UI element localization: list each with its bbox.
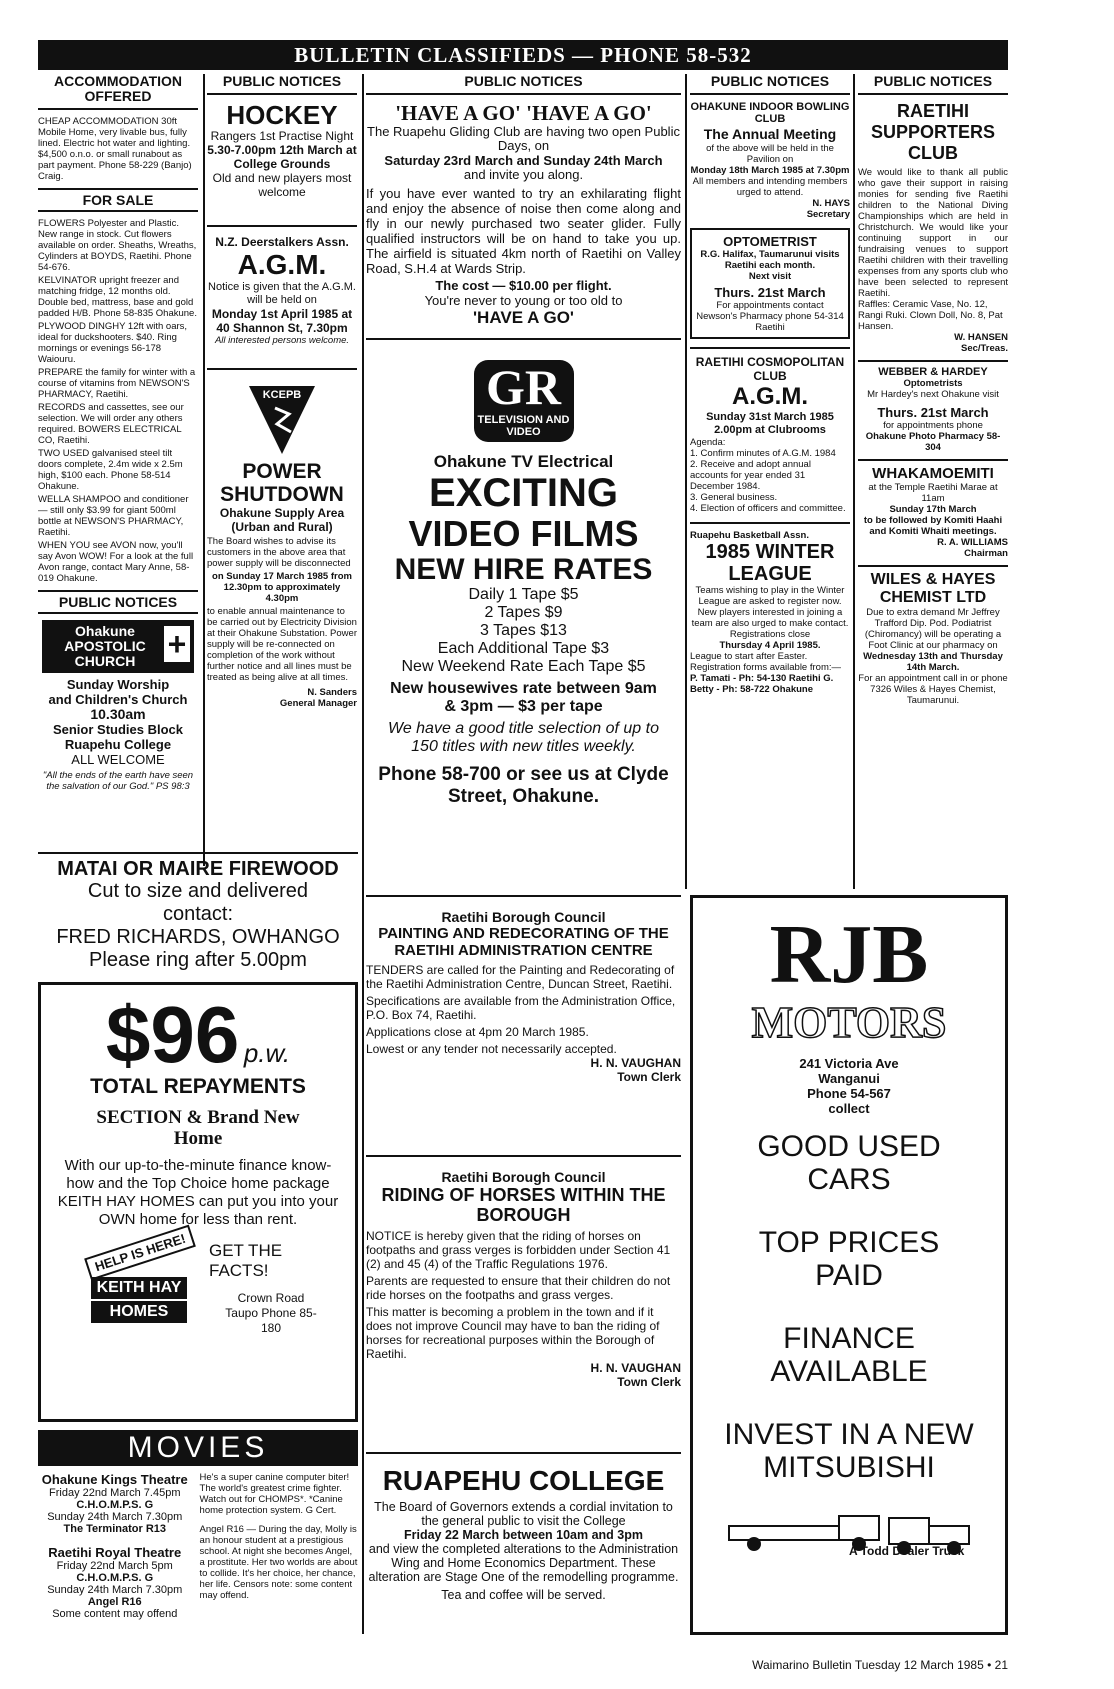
church-quote: "All the ends of the earth have seen the salvation of our God." PS 98:3	[42, 770, 194, 792]
showing: Sunday 24th March 7.30pm	[47, 1584, 183, 1596]
church-welcome: ALL WELCOME	[71, 752, 165, 767]
rjb-line: TOP PRICES PAID	[758, 1226, 940, 1292]
gr-logo-sub: TELEVISION AND VIDEO	[477, 414, 570, 438]
keith-address: Crown Road Taupo Phone 85-180	[225, 1291, 317, 1335]
firewood-line: FRED RICHARDS, OWHANGO	[56, 926, 340, 948]
agm-heading: A.G.M.	[237, 249, 327, 280]
agm-notice: Notice is given that the A.G.M. will be held on	[208, 281, 356, 306]
bball-text: Registrations close	[729, 629, 811, 640]
hockey-title: HOCKEY	[226, 100, 338, 130]
bball-contacts: P. Tamati - Ph: 54-130 Raetihi G. Betty - Ph: 58-722 Ohakune	[690, 673, 834, 695]
agenda-item: 1. Confirm minutes of A.G.M. 1984	[690, 448, 836, 459]
whakamoemiti-notice	[858, 459, 1008, 559]
council-body: This matter is becoming a problem in the town and if it does not improve Council may have to ban the riding of horses for recreational purposes within the Borough of Raetihi.	[366, 1305, 660, 1361]
council-body: Applications close at 4pm 20 March 1985.	[366, 1025, 589, 1039]
rjb-logo: RJB	[769, 908, 929, 1001]
page-footer: Waimarino Bulletin Tuesday 12 March 1985 • 21	[752, 1658, 1008, 1672]
movie-desc: Angel R16 — During the day, Molly is an honour student at a prestigious school. At night she becomes Angel, a prostitute. Her two worlds are about to collide. It's her choice, her chance, her life. Censors note: some content may offend.	[199, 1524, 358, 1601]
truck-caption: A Todd Dealer Truck	[849, 1544, 965, 1558]
section-header-public-notices: PUBLIC NOTICES	[366, 74, 681, 95]
webber-phone: Ohakune Photo Pharmacy 58-304	[865, 431, 1001, 453]
whak-text: at the Temple Raetihi Marae at 11am	[868, 482, 998, 504]
column-2	[207, 74, 357, 709]
classified-item: TWO USED galvanised steel tilt doors complete, 2.4m wide x 2.5m high, $100 each. Phone 58-514 Ohakune.	[38, 448, 183, 492]
council-body: Specifications are available from the Administration Office, P.O. Box 74, Raetihi.	[366, 994, 676, 1022]
bowl-text: of the above will be held in the Pavilion on	[706, 143, 834, 165]
hire-rate: 2 Tapes $9	[484, 604, 563, 621]
council-heading: RIDING OF HORSES WITHIN THE BOROUGH	[381, 1185, 666, 1225]
classified-item: PREPARE the family for winter with a course of vitamins from NEWSON'S PHARMACY, Raetihi.	[38, 367, 196, 400]
bball-text: Teams wishing to play in the Winter League are asked to register now.	[695, 585, 845, 607]
wiles-notice	[858, 565, 1008, 706]
column-rule	[203, 74, 205, 866]
gliding-end: 'HAVE A GO'	[366, 308, 681, 340]
get-facts: GET THE FACTS!	[209, 1241, 283, 1280]
gr-logo-text: GR	[486, 359, 561, 415]
church-line: Ruapehu College	[64, 737, 172, 752]
raetihi-body: We would like to thank all public who gave their support in raising monies for sending five Raetihi children to the National Diving Championships which are held in Christchurch. We would like your continuing support in our fundraising venues to support Raetihi children with their travelling expenses from any sports club who have been selected to represent Raetihi.	[858, 167, 1008, 299]
gr-logo-block	[474, 360, 574, 442]
classified-item: FLOWERS Polyester and Plastic. New range in stock. Cut flowers available on order. Sheaths, Wreaths, Cylinders at BOYDS, Raetihi. Phone 54-676.	[38, 218, 197, 273]
college-notice	[366, 1452, 681, 1602]
movie-descriptions	[192, 1472, 358, 1620]
webber-title: WEBBER & HARDEY	[878, 366, 988, 378]
rjb-line: INVEST IN A NEW MITSUBISHI	[724, 1418, 974, 1484]
optometrist-box	[690, 228, 850, 339]
raetihi-sign: W. HANSEN	[954, 332, 1008, 343]
council-horses-notice	[366, 1155, 681, 1389]
keith-body: With our up-to-the-minute finance know-how and the Top Choice home package KEITH HAY HOMES can put you into your OWN home for less than rent.	[57, 1157, 339, 1228]
agm-date: Monday 1st April 1985 at 40 Shannon St, 7.30pm	[211, 307, 353, 335]
raetihi-raffles: Raffles: Ceramic Vase, No. 12, Rangi Ruki. Clown Doll, No. 8, Pat Hansen.	[858, 299, 1003, 332]
tv-title: Ohakune TV Electrical	[433, 452, 614, 471]
agm-welcome: All interested persons welcome.	[207, 335, 357, 370]
hockey-time: 5.30-7.00pm 12th March at College Grounds	[207, 143, 357, 171]
price-per-week: p.w.	[243, 1038, 291, 1068]
firewood-ad	[38, 852, 358, 972]
bball-text: New players interested in joining a team are also urged to make contact.	[691, 607, 849, 629]
power-title: POWER SHUTDOWN	[220, 460, 344, 506]
whak-date: Sunday 17th March	[889, 504, 977, 515]
for-sale-list	[38, 218, 198, 584]
opt-text: For appointments contact Newson's Pharmacy phone 54-314 Raetihi	[696, 300, 844, 333]
council-sign-title: Town Clerk	[617, 1070, 681, 1084]
raetihi-title: RAETIHI SUPPORTERS CLUB	[870, 101, 996, 163]
column-rule	[853, 74, 855, 889]
theatre-name: Ohakune Kings Theatre	[41, 1472, 188, 1487]
power-sign: N. Sanders	[307, 687, 357, 698]
movies-header: MOVIES	[38, 1430, 358, 1466]
firewood-line: contact:	[162, 903, 234, 925]
whak-text: to be followed by Komiti Haahi and Komiti Whaiti meetings.	[863, 515, 1003, 537]
hire-rate: New Weekend Rate Each Tape $5	[401, 658, 646, 675]
kcepb-logo	[247, 380, 317, 456]
movies-section	[38, 1430, 358, 1620]
hire-rate: Each Additional Tape $3	[437, 640, 610, 657]
gliding-cost: The cost — $10.00 per flight.	[435, 278, 612, 293]
wiles-date: Wednesday 13th and Thursday 14th March.	[863, 651, 1003, 673]
rjb-line: GOOD USED CARS	[757, 1130, 941, 1196]
power-sub: Ohakune Supply Area (Urban and Rural)	[219, 506, 345, 534]
agenda-item: 4. Election of officers and committee.	[690, 503, 846, 514]
classified-item: WHEN YOU see AVON now, you'll say Avon WOW! For a look at the full Avon range, contact Mary Anne, 58-019 Ohakune.	[38, 540, 194, 584]
rjb-address-line: 241 Victoria Ave	[799, 1056, 899, 1071]
showing: C.H.O.M.P.S. G	[76, 1572, 154, 1584]
rjb-motors: MOTORS	[751, 998, 947, 1047]
rjb-motors-ad	[690, 895, 1008, 1635]
bball-text: League to start after Easter. Registration forms available from:—	[690, 651, 841, 673]
section-header-for-sale: FOR SALE	[38, 188, 198, 212]
webber-text: Mr Hardey's next Ohakune visit	[867, 389, 999, 400]
council-body: TENDERS are called for the Painting and Redecorating of the Raetihi Administration Centre, Duncan Street, Raetihi.	[366, 963, 675, 991]
opt-name: R.G. Halifax, Taumarunui visits Raetihi each month.	[700, 249, 840, 271]
column-rule	[685, 74, 687, 889]
firewood-title: MATAI OR MAIRE FIREWOOD	[57, 858, 339, 880]
council-title: Raetihi Borough Council	[441, 1169, 606, 1185]
hire-rate: 3 Tapes $13	[480, 622, 567, 639]
wiles-title: WILES & HAYES CHEMIST LTD	[870, 571, 996, 606]
classifieds-banner: BULLETIN CLASSIFIEDS — PHONE 58-532	[38, 40, 1008, 70]
repayments: TOTAL REPAYMENTS	[90, 1075, 306, 1098]
title-selection: We have a good title selection of up to 150 titles with new titles weekly.	[388, 720, 659, 755]
gliding-text: The Ruapehu Gliding Club are having two open Public Days, on	[367, 124, 680, 153]
bball-title: Ruapehu Basketball Assn.	[690, 530, 809, 541]
whak-sign: R. A. WILLIAMS	[937, 537, 1008, 548]
rjb-line: FINANCE AVAILABLE	[770, 1322, 928, 1388]
section-header-public-notices: PUBLIC NOTICES	[38, 590, 198, 614]
bowl-text: All members and intending members urged to attend.	[692, 176, 848, 198]
firewood-line: Please ring after 5.00pm	[89, 949, 307, 971]
webber-sub: Optometrists	[903, 378, 963, 389]
section-header-accommodation: ACCOMMODATION OFFERED	[38, 74, 198, 110]
bowl-sign-title: Secretary	[806, 209, 850, 220]
keith-logo-line: KEITH HAY	[96, 1279, 182, 1296]
church-line: Senior Studies Block	[52, 722, 184, 737]
gliding-body: If you have ever wanted to try an exhilarating flight and enjoy the absence of noise then come along and fly in our newly purchased two seater glider. Fully qualified instructors will be on hand to take you up. The airfield is situated 4km north of Raetihi on Valley Road, S.H.4 at Wards Strip.	[366, 186, 681, 276]
opt-date: Thurs. 21st March	[714, 285, 826, 300]
gliding-text: You're never to young or too old to	[424, 293, 623, 308]
council-painting-notice	[366, 895, 681, 1084]
section-header-public-notices: PUBLIC NOTICES	[207, 74, 357, 95]
hire-rates	[366, 586, 681, 676]
council-body: Parents are requested to ensure that their children do not ride horses on the footpaths and grass verges.	[366, 1274, 671, 1302]
rjb-address-line: Phone 54-567	[807, 1086, 891, 1101]
section-header-public-notices: PUBLIC NOTICES	[858, 74, 1008, 95]
help-sign: HELP IS HERE!	[84, 1225, 196, 1281]
bowl-date: Monday 18th March 1985 at 7.30pm	[690, 165, 850, 176]
showing: Some content may offend	[52, 1608, 178, 1620]
cosmo-agm: A.G.M.	[732, 383, 808, 410]
council-sign: H. N. VAUGHAN	[590, 1361, 681, 1375]
college-tea: Tea and coffee will be served.	[441, 1588, 606, 1602]
cross-icon: +	[164, 626, 190, 662]
column-rule	[362, 74, 364, 1634]
gliding-title: 'HAVE A GO' 'HAVE A GO'	[395, 101, 652, 125]
wiles-text: For an appointment call in or phone 7326 Wiles & Hayes Chemist, Taumarunui.	[858, 673, 1008, 706]
movies-body	[38, 1472, 358, 1620]
classified-item: WELLA SHAMPOO and conditioner — still only $3.99 for giant 500ml bottle at NEWSON'S PHARMACY, Raetihi.	[38, 494, 189, 538]
deerstalkers-title: N.Z. Deerstalkers Assn.	[215, 235, 349, 249]
price-block	[41, 990, 355, 1079]
webber-text: for appointments phone	[883, 420, 983, 431]
bowl-meeting: The Annual Meeting	[703, 126, 837, 142]
opt-next: Next visit	[748, 271, 792, 282]
keith-logo	[91, 1277, 187, 1323]
classified-item: KELVINATOR upright freezer and matching fridge, 12 months old. Double bed, mattress, base and gold padded H/B. Phone 58-835 Ohakune.	[38, 275, 197, 319]
showing: Angel R16	[87, 1596, 142, 1608]
wiles-text: Due to extra demand Mr Jeffrey Trafford Dip. Pod. Podiatrist (Chiromancy) will be operating a Foot Clinic at our pharmacy on	[864, 607, 1002, 651]
rjb-address-line: Wanganui	[818, 1071, 880, 1086]
college-title: RUAPEHU COLLEGE	[382, 1465, 665, 1496]
section-home: SECTION & Brand New Home	[96, 1107, 300, 1149]
raetihi-sign-title: Sec/Treas.	[960, 343, 1008, 354]
college-body: The Board of Governors extends a cordial invitation to the general public to visit the College	[374, 1500, 673, 1528]
showing: The Terminator R13	[63, 1523, 167, 1535]
gliding-text: and invite you along.	[463, 167, 584, 182]
whak-title: WHAKAMOEMITI	[872, 465, 994, 482]
church-details	[38, 677, 198, 752]
movie-listings	[38, 1472, 192, 1620]
agenda-item: Agenda:	[690, 437, 726, 448]
college-date: Friday 22 March between 10am and 3pm	[404, 1528, 643, 1542]
keith-footer	[41, 1230, 355, 1345]
bball-heading: 1985 WINTER LEAGUE	[705, 541, 835, 585]
council-title: Raetihi Borough Council	[441, 909, 606, 925]
classified-item: RECORDS and cassettes, see our selection. We will order any others required. BOWERS ELECTRICAL CO, Raetihi.	[38, 402, 184, 446]
firewood-line: Cut to size and delivered	[87, 880, 309, 902]
gr-logo	[366, 360, 681, 442]
column-4	[690, 74, 850, 695]
power-text: The Board wishes to advise its customers in the above area that power supply will be disconnected	[207, 536, 351, 569]
webber-notice	[858, 360, 1008, 453]
opt-title: OPTOMETRIST	[723, 234, 817, 249]
column-5	[858, 74, 1008, 706]
webber-date: Thurs. 21st March	[877, 405, 989, 420]
cosmo-title: RAETIHI COSMOPOLITAN CLUB	[695, 355, 845, 383]
cosmo-notice	[690, 347, 850, 514]
theatre-name: Raetihi Royal Theatre	[48, 1545, 182, 1560]
power-date: on Sunday 17 March 1985 from 12.30pm to approximately 4.30pm	[212, 571, 352, 604]
agenda-item: 3. General business.	[690, 492, 778, 503]
power-sign-title: General Manager	[279, 698, 357, 709]
movie-desc: He's a super canine computer biter! The world's greatest crime fighter. Watch out for CHOMPS*. *Canine home protection system. G Cert.	[199, 1472, 350, 1516]
price: $96	[105, 990, 240, 1079]
college-body: and view the completed alterations to the Administration Wing and Home Economics Department. These alteration are Stage One of the remodelling programme.	[368, 1542, 679, 1584]
hockey-welcome: Old and new players most welcome	[207, 171, 357, 227]
bowl-title: OHAKUNE INDOOR BOWLING CLUB	[690, 101, 850, 125]
kcepb-logo-text: KCEPB	[262, 389, 302, 401]
classified-cheap-accommodation: CHEAP ACCOMMODATION 30ft Mobile Home, very livable bus, fully lined. Electric hot water and lighting. $4,500 o.n.o. or small runabout as part payment. Phone 58-229 (Banjo) Craig.	[38, 116, 192, 182]
council-body: NOTICE is hereby given that the riding of horses on footpaths and grass verges is forbidden under Section 41 (2) and 45 (4) of the Traffic Regulations 1976.	[366, 1229, 671, 1271]
section-header-public-notices: PUBLIC NOTICES	[690, 74, 850, 95]
council-sign: H. N. VAUGHAN	[590, 1056, 681, 1070]
tv-headline: VIDEO FILMS	[408, 513, 639, 554]
agenda-item: 2. Receive and adopt annual accounts for year ended 31 December 1984.	[690, 459, 811, 492]
classified-item: PLYWOOD DINGHY 12ft with oars, ideal for duckshooters. $40. Ring mornings or evenings 56-178 Waiouru.	[38, 321, 188, 365]
showing: Sunday 24th March 7.30pm	[47, 1511, 183, 1523]
showing: Friday 22nd March 7.45pm	[49, 1487, 181, 1499]
showing: C.H.O.M.P.S. G	[76, 1499, 154, 1511]
church-logo	[42, 620, 194, 673]
keith-logo-line: HOMES	[91, 1299, 187, 1323]
hockey-sub: Rangers 1st Practise Night	[210, 129, 354, 143]
whak-sign-title: Chairman	[964, 548, 1008, 559]
housewives-rate: New housewives rate between 9am & 3pm — $3 per tape	[390, 680, 657, 715]
column-3	[366, 74, 681, 808]
council-sign-title: Town Clerk	[617, 1375, 681, 1389]
church-logo-text: Ohakune APOSTOLIC CHURCH	[64, 623, 146, 669]
truck-illustration	[719, 1498, 979, 1568]
rjb-address-line: collect	[828, 1101, 870, 1116]
rjb-address	[693, 1056, 1005, 1116]
showing: Friday 22nd March 5pm	[56, 1560, 173, 1572]
tv-phone: Phone 58-700 or see us at Clyde Street, Ohakune.	[378, 764, 669, 807]
gliding-dates: Saturday 23rd March and Sunday 24th March	[384, 153, 663, 168]
council-body: Lowest or any tender not necessarily accepted.	[366, 1042, 617, 1056]
cosmo-date: Sunday 31st March 1985 2.00pm at Clubrooms	[706, 411, 834, 436]
column-1	[38, 74, 198, 792]
tv-headline: NEW HIRE RATES	[394, 553, 653, 586]
council-heading: PAINTING AND REDECORATING OF THE RAETIHI ADMINISTRATION CENTRE	[378, 925, 669, 959]
church-line: 10.30am	[90, 706, 146, 722]
hire-rate: Daily 1 Tape $5	[468, 586, 579, 603]
bball-date: Thursday 4 April 1985.	[719, 640, 821, 651]
keith-hay-ad	[38, 982, 358, 1422]
tv-headline: EXCITING	[429, 471, 618, 515]
church-line: and Children's Church	[48, 692, 188, 707]
power-text: to enable annual maintenance to be carried out by Electricity Division at their Ohakune Substation. Power supply will be re-connected on completion of the work without further notice and all lines must be treated as being alive at all times.	[207, 606, 357, 683]
bowl-sign: N. HAYS	[812, 198, 850, 209]
basketball-notice	[690, 522, 850, 695]
church-line: Sunday Worship	[66, 677, 170, 692]
